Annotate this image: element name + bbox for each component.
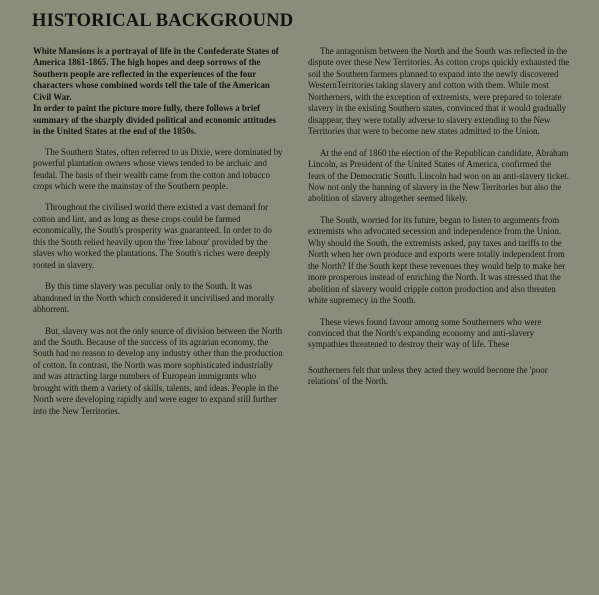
- paragraph: Southerners felt that unless they acted they would become the 'poor relations' of the North.: [308, 364, 548, 387]
- paragraph: The Southern States, often referred to as Dixie, were dominated by powerful plantation owners whose views tended to be archaic and feudal. The basis of their wealth came from the cotton and tobacco crops which were the mainstay of the Southern people.: [33, 146, 283, 191]
- paragraph: By this time slavery was peculiar only to the South. It was abandoned in the North which considered it uncivilised and morally abhorrent.: [33, 281, 275, 315]
- page-title: HISTORICAL BACKGROUND: [32, 11, 294, 31]
- paragraph: At the end of 1860 the election of the Republican candidate, Abraham Lincoln, as President of the United States of America, confirmed the fears of the Democratic South. Lincoln had won on an anti-slavery ticket. Now not only the banning of slavery in the New Territories but also the abolition of slavery altogether seemed likely.: [308, 147, 569, 204]
- paragraph: The South, worried for its future, began to listen to arguments from extremists who advocated secession and independence from the Union. Why should the South, the extremists asked, pay taxes and tariffs to the North when her own produce and exports were totally independent from the North? If the South kept these revenues they would help to make her more prosperous instead of enriching the North. It was stressed that the abolition of slavery would cripple cotton production and also threaten white supremecy in the South.: [308, 214, 566, 306]
- left-column: [33, 46, 283, 427]
- paragraph: But, slavery was not the only source of division between the North and the South. Because of the success of its agrarian economy, the South had no reason to develop any industry other than the production of cotton. In contrast, the North was more sophisticated industrially and was attracting large numbers of European immigrants who brought with them a variety of skills, talents, and ideas. People in the North were developing rapidly and were eager to expand still further into the New Territories.: [33, 325, 283, 416]
- intro-summary-paragraph: In order to paint the picture more fully, there follows a brief summary of the sharply divided political and economic attitudes in the United States at the end of the 1850s.: [33, 103, 277, 137]
- paragraph: Throughout the civilised world there existed a vast demand for cotton and lint, and as long as these crops could be farmed economically, the South's prosperity was guaranteed. In order to do this the South relied heavily upon the 'free labour' provided by the slaves who worked the plantations. The South's riches were deeply rooted in slavery.: [33, 202, 272, 270]
- right-column: [308, 46, 570, 398]
- paragraph: The antagonism between the North and the South was reflected in the dispute over these New Territories. As cotton crops quickly exhausted the soil the Southern farmers planned to expand into the newly discovered WesternTerritories taking slavery and cotton with them. While most Northerners, with the exception of extremists, were prepared to tolerate slavery in the existing Southern states, convinced that it would gradually disappear, they were totally adverse to slavery extending to the New Territories that were to become new states admitted to the Union.: [308, 46, 570, 137]
- intro-paragraph: White Mansions is a portrayal of life in the Confederate States of America 1861-1865. The high hopes and deep sorrows of the Southern people are reflected in the experiences of the four characters whose combined words tell the tale of the American Civil War.: [33, 46, 279, 102]
- paragraph: These views found favour among some Southerners who were convinced that the North's expanding economy and anti-slavery sympathies threatened to destroy their way of life. These: [308, 316, 542, 350]
